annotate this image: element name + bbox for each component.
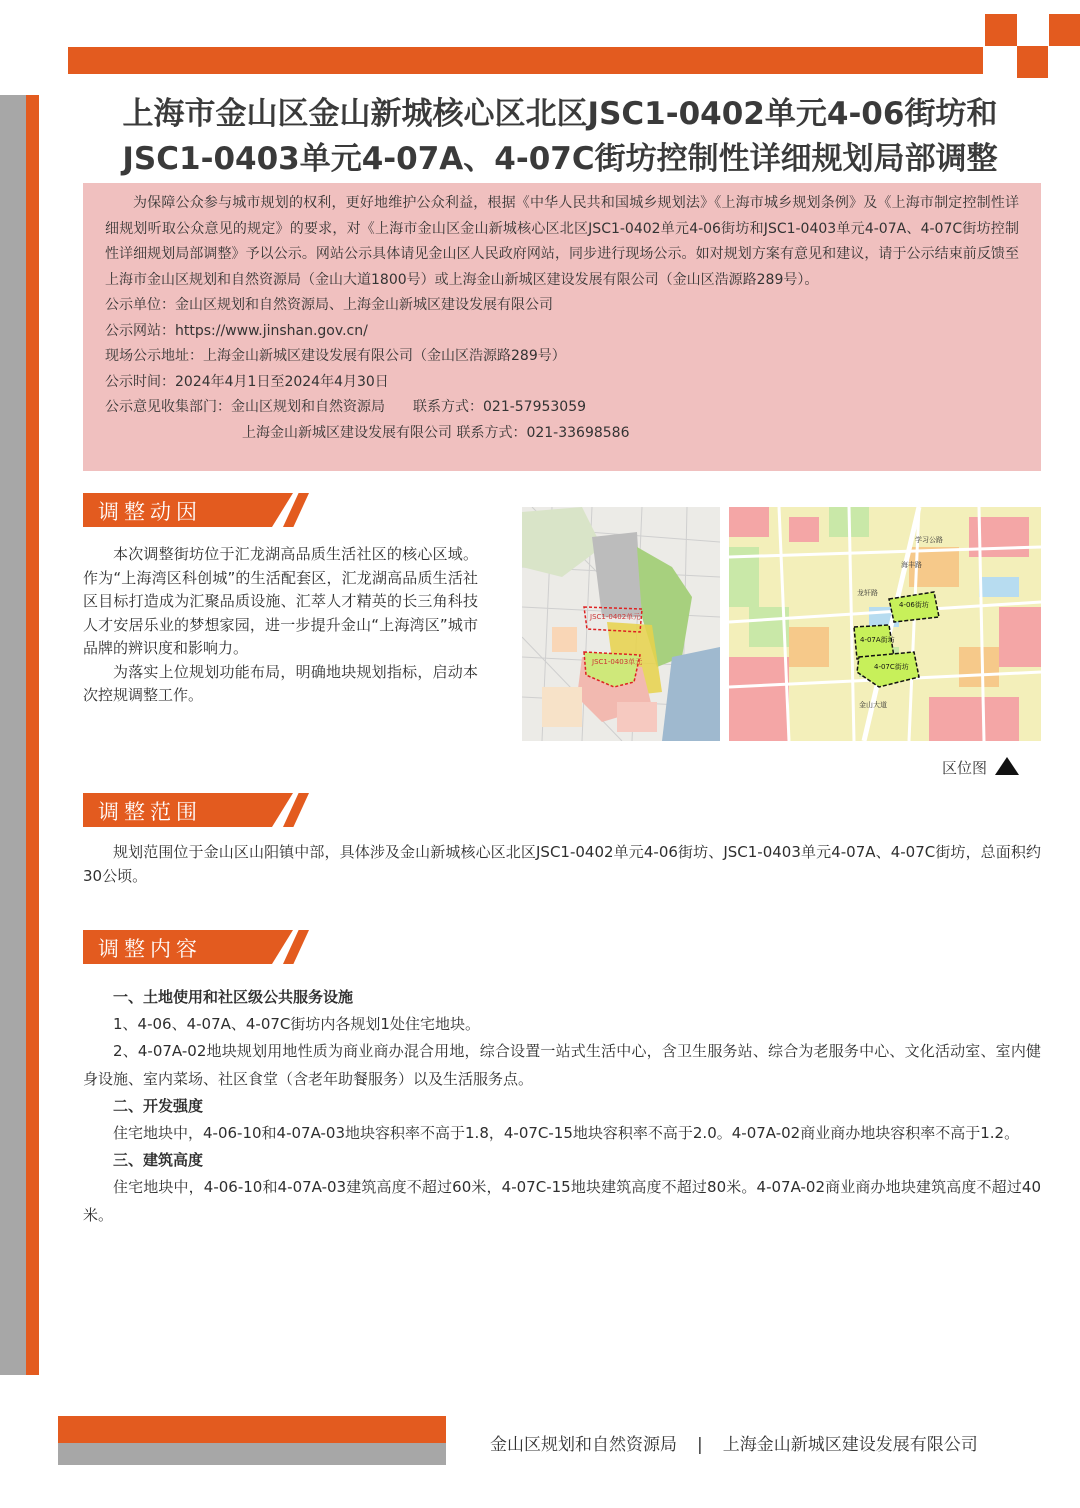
map2-road-c: 龙轩路 — [857, 589, 878, 597]
location-map-detail — [729, 507, 1041, 741]
notice-box — [83, 183, 1041, 471]
section-reason-text — [83, 543, 478, 708]
map2-road-d: 金山大道 — [859, 701, 887, 709]
notice-contact-row-1 — [105, 395, 1019, 421]
map2-road-a: 学习公路 — [915, 536, 943, 544]
section-header-scope — [83, 793, 313, 827]
content-item-1: 1、4-06、4-07A、4-07C街坊内各规划1处住宅地块。 — [113, 1015, 480, 1034]
footer-org-2: 上海金山新城区建设发展有限公司 — [722, 1435, 978, 1455]
notice-paragraph: 为保障公众参与城市规划的权利，更好地维护公众利益，根据《中华人民共和国城乡规划法》《上海市城乡规划条例》及《上海市制定控制性详细规划听取公众意见的规定》的要求，对《上海市金山区金山新城核心区北区JSC1-0402单元4-06街坊和JSC1-0403单元4-07A、4-07C街坊控制性详细规划局部调整》予以公示。网站公示具体请见金山区人民政府网站，同步进行现场公示。如对规划方案有意见和建议，请于公示结束前反馈至上海市金山区规划和自然资源局（金山大道1800号）或上海金山新城区建设发展有限公司（金山区浩源路289号）。 — [105, 195, 1019, 288]
bottom-gray-bar — [58, 1443, 446, 1465]
notice-contact-2: 联系方式：021-33698586 — [456, 424, 630, 441]
bottom-orange-bar — [58, 1416, 446, 1443]
scope-paragraph: 规划范围位于金山区山阳镇中部，具体涉及金山新城核心区北区JSC1-0402单元4-06街坊、JSC1-0403单元4-07A、4-07C街坊，总面积约30公顷。 — [83, 843, 1041, 885]
reason-paragraph-2: 为落实上位规划功能布局，明确地块规划指标，启动本次控规调整工作。 — [83, 662, 478, 704]
checker-block-white — [1048, 46, 1080, 78]
section-content-text — [83, 984, 1041, 1229]
checker-block — [1017, 46, 1049, 78]
footer — [490, 1430, 1030, 1455]
map-caption — [942, 757, 1019, 778]
title-line-1: 上海市金山区金山新城核心区北区JSC1-0402单元4-06街坊和 — [122, 96, 998, 132]
title-line-2: JSC1-0403单元4-07A、4-07C街坊控制性详细规划局部调整 — [122, 141, 998, 177]
notice-website: 公示网站：https://www.jinshan.gov.cn/ — [105, 322, 368, 339]
reason-paragraph-1: 本次调整街坊位于汇龙湖高品质生活社区的核心区域。作为“上海湾区科创城”的生活配套区，汇龙湖高品质生活社区目标打造成为汇聚品质设施、汇萃人才精英的长三角科技人才安居乐业的梦想家园，进一步提升金山“上海湾区”城市品牌的辨识度和影响力。 — [83, 545, 478, 657]
left-gray-stripe — [0, 95, 26, 1375]
map2-label-a: 4-06街坊 — [899, 601, 929, 609]
section-heading-reason: 调整动因 — [98, 500, 202, 524]
notice-dept-1: 公示意见收集部门：金山区规划和自然资源局 — [105, 399, 385, 415]
map1-label-a: JSC1-0402单元 — [590, 613, 641, 621]
section-header-content — [83, 930, 313, 964]
map1-label-b: JSC1-0403单元 — [592, 658, 643, 666]
content-heading-2: 二、开发强度 — [113, 1096, 204, 1115]
section-heading-scope: 调整范围 — [98, 800, 202, 824]
notice-time: 公示时间：2024年4月1日至2024年4月30日 — [105, 373, 389, 390]
content-item-2: 2、4-07A-02地块规划用地性质为商业商办混合用地，综合设置一站式生活中心，含卫生服务站、综合为老服务中心、文化活动室、室内健身设施、室内菜场、社区食堂（含老年助餐服务）以及生活服务点。 — [83, 1042, 1041, 1088]
notice-dept-2: 上海金山新城区建设发展有限公司 — [242, 424, 452, 441]
content-heading-3: 三、建筑高度 — [113, 1151, 204, 1170]
content-paragraph-3: 住宅地块中，4-06-10和4-07A-03建筑高度不超过60米，4-07C-15地块建筑高度不超过80米。4-07A-02商业商办地块建筑高度不超过40米。 — [83, 1178, 1041, 1224]
notice-unit: 公示单位：金山区规划和自然资源局、上海金山新城区建设发展有限公司 — [105, 297, 553, 313]
checker-block-white — [1017, 14, 1049, 46]
left-orange-stripe — [26, 95, 39, 1375]
footer-separator: | — [697, 1435, 703, 1455]
map-caption-text: 区位图 — [942, 759, 988, 777]
page-title — [80, 92, 1040, 182]
checker-block-white — [985, 46, 1017, 78]
section-scope-text — [83, 840, 1041, 888]
notice-contact-row-2 — [105, 421, 1019, 447]
triangle-up-icon — [995, 757, 1019, 775]
map2-road-b: 海丰路 — [901, 561, 922, 569]
content-paragraph-2: 住宅地块中，4-06-10和4-07A-03地块容积率不高于1.8，4-07C-15地块容积率不高于2.0。4-07A-02商业商办地块容积率不高于1.2。 — [113, 1124, 1020, 1143]
content-heading-1: 一、土地使用和社区级公共服务设施 — [113, 988, 354, 1006]
checker-block — [985, 14, 1017, 46]
notice-address: 现场公示地址：上海金山新城区建设发展有限公司（金山区浩源路289号） — [105, 348, 566, 364]
section-header-reason — [83, 493, 313, 527]
map2-label-b: 4-07A街坊 — [860, 636, 895, 644]
footer-org-1: 金山区规划和自然资源局 — [490, 1435, 677, 1455]
top-orange-bar — [68, 47, 983, 74]
notice-contact-1: 联系方式：021-57953059 — [413, 399, 587, 415]
checker-block — [1048, 14, 1080, 46]
section-heading-content: 调整内容 — [98, 937, 202, 961]
map2-label-c: 4-07C街坊 — [874, 663, 909, 671]
location-map-overview — [522, 507, 720, 741]
